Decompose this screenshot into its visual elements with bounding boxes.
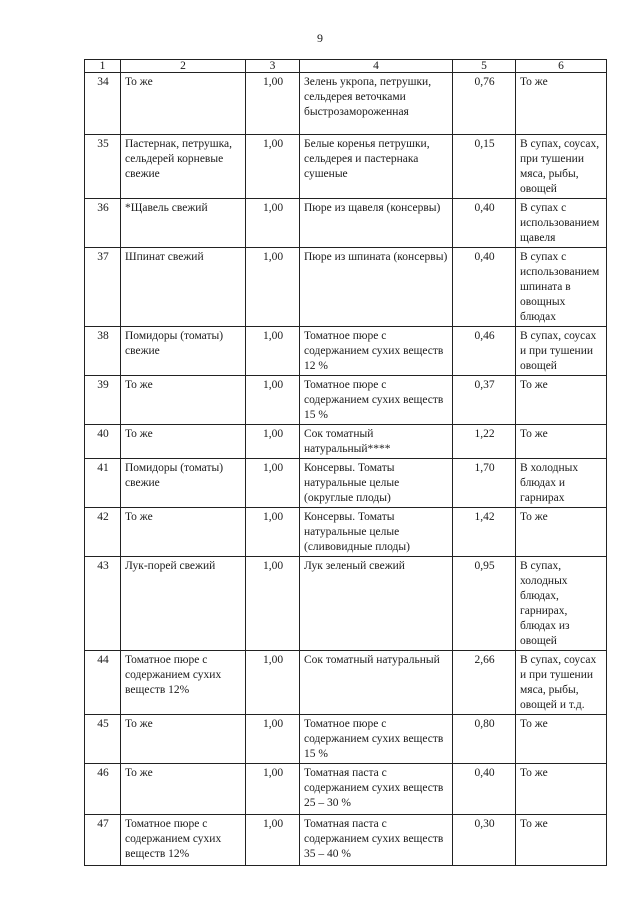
cell-usage: В супах с использованием щавеля	[516, 199, 607, 248]
replacement-table	[84, 59, 607, 866]
cell-product: Помидоры (томаты) свежие	[121, 327, 246, 376]
cell-usage: То же	[516, 425, 607, 459]
cell-usage: В супах, холодных блюдах, гарнирах, блюдах из овощей	[516, 557, 607, 651]
cell-usage: То же	[516, 715, 607, 764]
cell-product: Лук-порей свежий	[121, 557, 246, 651]
table-row	[85, 135, 607, 199]
column-header: 1	[85, 60, 121, 73]
cell-number: 36	[85, 199, 121, 248]
cell-product: Помидоры (томаты) свежие	[121, 459, 246, 508]
table-row	[85, 508, 607, 557]
column-header: 2	[121, 60, 246, 73]
cell-quantity: 1,00	[246, 425, 300, 459]
table-row	[85, 715, 607, 764]
table-row	[85, 764, 607, 815]
column-header: 6	[516, 60, 607, 73]
column-header: 3	[246, 60, 300, 73]
cell-product: Шпинат свежий	[121, 248, 246, 327]
table-row	[85, 557, 607, 651]
cell-coefficient: 0,95	[453, 557, 516, 651]
cell-product: То же	[121, 425, 246, 459]
cell-replacement: Зелень укропа, петрушки, сельдерея веточками быстрозамороженная	[300, 73, 453, 135]
cell-number: 46	[85, 764, 121, 815]
cell-number: 40	[85, 425, 121, 459]
cell-product: Томатное пюре с содержанием сухих веществ 12%	[121, 815, 246, 866]
cell-product: То же	[121, 508, 246, 557]
cell-replacement: Консервы. Томаты натуральные целые (округлые плоды)	[300, 459, 453, 508]
cell-coefficient: 0,40	[453, 199, 516, 248]
cell-usage: В супах, соусах и при тушении овощей	[516, 327, 607, 376]
table-row	[85, 199, 607, 248]
cell-coefficient: 0,40	[453, 248, 516, 327]
cell-quantity: 1,00	[246, 376, 300, 425]
cell-usage: В супах, соусах, при тушении мяса, рыбы, овощей	[516, 135, 607, 199]
cell-product: Пастернак, петрушка, сельдерей корневые свежие	[121, 135, 246, 199]
cell-quantity: 1,00	[246, 815, 300, 866]
cell-quantity: 1,00	[246, 715, 300, 764]
cell-quantity: 1,00	[246, 459, 300, 508]
cell-coefficient: 0,76	[453, 73, 516, 135]
table-row	[85, 327, 607, 376]
cell-quantity: 1,00	[246, 73, 300, 135]
cell-number: 43	[85, 557, 121, 651]
page-number: 9	[317, 31, 323, 45]
table-row	[85, 815, 607, 866]
cell-coefficient: 0,80	[453, 715, 516, 764]
cell-number: 34	[85, 73, 121, 135]
cell-usage: В супах, соусах и при тушении мяса, рыбы, овощей и т.д.	[516, 651, 607, 715]
cell-quantity: 1,00	[246, 327, 300, 376]
cell-replacement: Томатное пюре с содержанием сухих веществ 12 %	[300, 327, 453, 376]
cell-replacement: Томатное пюре с содержанием сухих веществ 15 %	[300, 376, 453, 425]
cell-coefficient: 1,22	[453, 425, 516, 459]
cell-number: 44	[85, 651, 121, 715]
cell-coefficient: 0,30	[453, 815, 516, 866]
cell-quantity: 1,00	[246, 199, 300, 248]
cell-product: *Щавель свежий	[121, 199, 246, 248]
cell-number: 47	[85, 815, 121, 866]
cell-replacement: Томатная паста с содержанием сухих веществ 35 – 40 %	[300, 815, 453, 866]
cell-usage: То же	[516, 764, 607, 815]
cell-quantity: 1,00	[246, 651, 300, 715]
table-row	[85, 376, 607, 425]
cell-usage: То же	[516, 376, 607, 425]
table-row	[85, 248, 607, 327]
cell-number: 39	[85, 376, 121, 425]
cell-replacement: Томатная паста с содержанием сухих веществ 25 – 30 %	[300, 764, 453, 815]
column-header: 4	[300, 60, 453, 73]
cell-coefficient: 0,15	[453, 135, 516, 199]
cell-coefficient: 0,46	[453, 327, 516, 376]
cell-number: 41	[85, 459, 121, 508]
cell-product: Томатное пюре с содержанием сухих веществ 12%	[121, 651, 246, 715]
table-row	[85, 651, 607, 715]
cell-replacement: Сок томатный натуральный	[300, 651, 453, 715]
cell-product: То же	[121, 764, 246, 815]
cell-replacement: Пюре из щавеля (консервы)	[300, 199, 453, 248]
cell-usage: В холодных блюдах и гарнирах	[516, 459, 607, 508]
cell-quantity: 1,00	[246, 248, 300, 327]
cell-coefficient: 2,66	[453, 651, 516, 715]
table-header-row	[85, 60, 607, 73]
cell-replacement: Сок томатный натуральный****	[300, 425, 453, 459]
table-row	[85, 425, 607, 459]
cell-number: 35	[85, 135, 121, 199]
cell-number: 42	[85, 508, 121, 557]
cell-coefficient: 1,42	[453, 508, 516, 557]
cell-replacement: Белые коренья петрушки, сельдерея и пастернака сушеные	[300, 135, 453, 199]
cell-quantity: 1,00	[246, 135, 300, 199]
cell-usage: В супах с использованием шпината в овощных блюдах	[516, 248, 607, 327]
cell-usage: То же	[516, 815, 607, 866]
cell-number: 37	[85, 248, 121, 327]
cell-coefficient: 1,70	[453, 459, 516, 508]
column-header: 5	[453, 60, 516, 73]
cell-product: То же	[121, 73, 246, 135]
cell-quantity: 1,00	[246, 764, 300, 815]
cell-replacement: Консервы. Томаты натуральные целые (сливовидные плоды)	[300, 508, 453, 557]
table-row	[85, 459, 607, 508]
table-row	[85, 73, 607, 135]
cell-product: То же	[121, 376, 246, 425]
cell-number: 38	[85, 327, 121, 376]
cell-coefficient: 0,37	[453, 376, 516, 425]
cell-quantity: 1,00	[246, 508, 300, 557]
cell-number: 45	[85, 715, 121, 764]
cell-usage: То же	[516, 73, 607, 135]
cell-replacement: Томатное пюре с содержанием сухих веществ 15 %	[300, 715, 453, 764]
cell-usage: То же	[516, 508, 607, 557]
cell-product: То же	[121, 715, 246, 764]
cell-quantity: 1,00	[246, 557, 300, 651]
cell-replacement: Лук зеленый свежий	[300, 557, 453, 651]
cell-replacement: Пюре из шпината (консервы)	[300, 248, 453, 327]
cell-coefficient: 0,40	[453, 764, 516, 815]
